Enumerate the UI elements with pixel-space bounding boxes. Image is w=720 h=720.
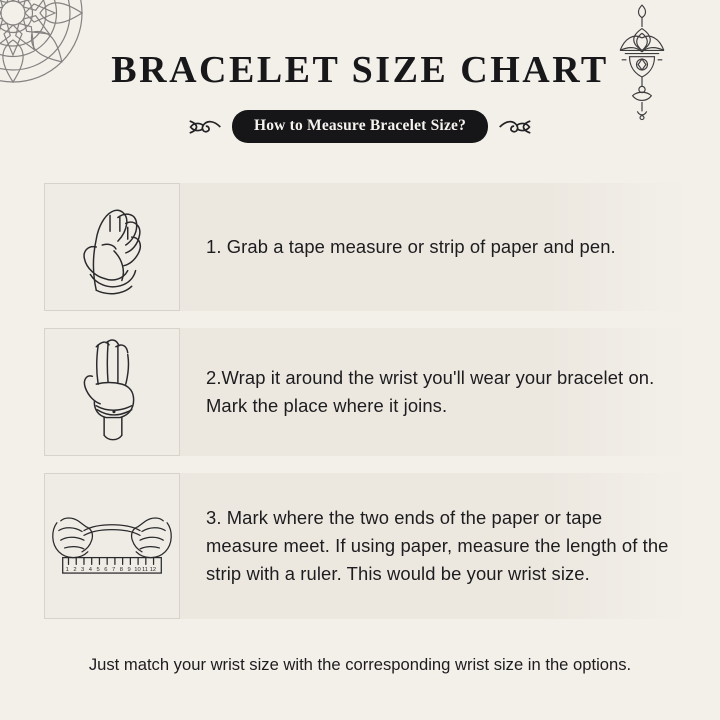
footer-note: Just match your wrist size with the corresponding wrist size in the options. (88, 655, 632, 674)
step-text-1: 1. Grab a tape measure or strip of paper and pen. (206, 236, 616, 258)
svg-text:2: 2 (73, 567, 77, 574)
closed-fist-hand-illustration (53, 188, 171, 306)
svg-text:6: 6 (104, 567, 108, 574)
hands-measuring-strip-with-ruler-illustration (49, 488, 175, 604)
list-item (44, 328, 692, 456)
step-image-2 (44, 328, 180, 456)
svg-text:11: 11 (141, 567, 148, 574)
svg-text:8: 8 (119, 567, 123, 574)
subtitle-pill: How to Measure Bracelet Size? (232, 110, 488, 143)
svg-text:3: 3 (81, 567, 85, 574)
svg-text:1: 1 (65, 567, 69, 574)
svg-text:10: 10 (134, 567, 141, 574)
steps-list (44, 183, 692, 636)
list-item (44, 473, 692, 619)
page-title: BRACELET SIZE CHART (111, 49, 609, 91)
flourish-icon (188, 115, 222, 139)
step-text-2: 2.Wrap it around the wrist you'll wear your bracelet on. Mark the place where it joins. (206, 367, 655, 416)
step-text-3: 3. Mark where the two ends of the paper or tape measure meet. If using paper, measure the length of the strip with a ruler. This would be your wrist size. (206, 507, 669, 584)
svg-text:7: 7 (112, 567, 116, 574)
step-image-3 (44, 473, 180, 619)
svg-text:9: 9 (127, 567, 131, 574)
svg-text:5: 5 (96, 567, 100, 574)
subtitle-row (0, 110, 720, 143)
svg-text:12: 12 (149, 567, 157, 574)
step-image-1 (44, 183, 180, 311)
hand-with-tape-around-wrist-illustration (53, 333, 171, 451)
flourish-icon (498, 115, 532, 139)
list-item (44, 183, 692, 311)
svg-text:4: 4 (88, 567, 93, 574)
